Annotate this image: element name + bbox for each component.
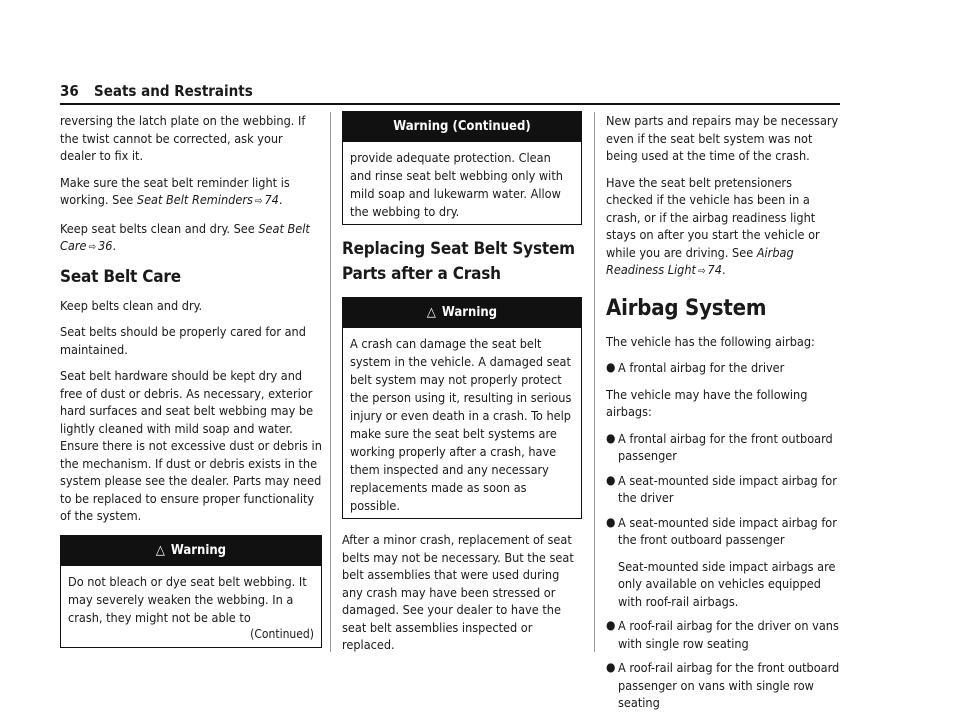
warning-box	[342, 297, 582, 519]
list-note: Seat-mounted side impact airbags are only available on vehicles equipped with roof-rail airbags.	[618, 558, 836, 609]
warning-body: A crash can damage the seat belt system in the vehicle. A damaged seat belt system may not properly protect the person using it, resulting in serious injury or even death in a crash. To help make sure the seat belt systems are working properly after a crash, have them inspected and any necessary replacements made as soon as possible.	[350, 336, 572, 513]
page-reference-icon: ⇨	[697, 266, 706, 277]
page-reference[interactable]: 74	[264, 192, 279, 207]
text: Keep seat belts clean and dry. See	[60, 220, 259, 236]
bullet-icon: ●	[606, 430, 616, 445]
warning-box	[60, 535, 322, 648]
paragraph: Seat belt hardware should be kept dry and free of dust or debris. As necessary, exterior hard surfaces and seat belt webbing may be lightly cleaned with mild soap and water. Ensure there is not excessive dust or debris in the mechanism. If dust or debris exists in the system please see the dealer. Parts may need to be replaced to ensure proper functionality of the system.	[60, 368, 322, 523]
section-heading: Replacing Seat Belt System Parts after a Crash	[342, 239, 575, 284]
airbag-list	[606, 617, 840, 712]
cross-reference-link[interactable]: Airbag Readiness Light	[606, 244, 794, 277]
list-item: ● A roof-rail airbag for the front outboard passenger on vans with single row seating	[606, 660, 840, 710]
list-item: ● A frontal airbag for the front outboard passenger	[606, 430, 833, 463]
section-title: Seats and Restraints	[94, 82, 253, 100]
warning-triangle-icon: △	[155, 542, 165, 558]
page-number: 36	[60, 82, 79, 100]
airbag-list	[606, 359, 840, 377]
paragraph: New parts and repairs may be necessary even if the seat belt system was not being used at the time of the crash.	[606, 113, 839, 163]
column-1	[60, 112, 322, 660]
text: Make sure the seat belt reminder light is working. See	[60, 174, 290, 207]
cross-reference-link[interactable]: Seat Belt Reminders	[136, 192, 253, 207]
paragraph: Seat belts should be properly cared for and maintained.	[60, 324, 306, 357]
page-reference[interactable]: 36	[98, 238, 113, 253]
column-3	[606, 112, 840, 721]
warning-header: Warning (Continued)	[343, 112, 581, 142]
column-2	[342, 112, 582, 663]
warning-body: provide adequate protection. Clean and rinse seat belt webbing only with mild soap and lukewarm water. Allow the webbing to dry.	[350, 150, 563, 219]
bullet-icon: ●	[606, 618, 616, 632]
paragraph: The vehicle has the following airbag:	[606, 333, 815, 349]
paragraph: Make sure the seat belt reminder light is working. See Seat Belt Reminders ⇨ 74.	[60, 174, 322, 211]
list-item: ● A roof-rail airbag for the driver on vans with single row seating	[606, 618, 839, 651]
warning-text: Do not bleach or dye seat belt webbing. It may severely weaken the webbing. In a crash, they might not be able to	[68, 573, 307, 625]
warning-body	[61, 566, 321, 647]
paragraph: reversing the latch plate on the webbing. If the twist cannot be corrected, ask your dealer to fix it.	[60, 113, 306, 163]
page-header	[60, 80, 840, 104]
paragraph: Have the seat belt pretensioners checked if the vehicle has been in a crash, or if the airbag readiness light stays on after you start the vehicle or while you are driving. See Airbag Readiness Light ⇨ 74.	[606, 174, 840, 281]
paragraph: Keep belts clean and dry.	[60, 297, 203, 313]
list-item: ● A frontal airbag for the driver	[606, 360, 785, 375]
warning-header	[343, 298, 581, 328]
warning-header	[61, 536, 321, 566]
page-reference[interactable]: 74	[707, 262, 722, 277]
column-divider-1	[330, 112, 331, 652]
text: Have the seat belt pretensioners checked if the vehicle has been in a crash, or if the airbag readiness light stays on after you start the vehicle or while you are driving. See	[606, 174, 820, 260]
bullet-icon: ●	[606, 660, 616, 674]
bullet-icon: ●	[606, 472, 616, 487]
bullet-icon: ●	[606, 360, 616, 374]
paragraph: After a minor crash, replacement of seat belts may not be necessary. But the seat belt assemblies that were used during any crash may have been stressed or damaged. See your dealer to have the seat belt assemblies inspected or replaced.	[342, 532, 574, 652]
warning-title: Warning	[170, 542, 227, 558]
header-divider	[60, 103, 840, 105]
section-heading: Seat Belt Care	[60, 266, 181, 287]
list-item: ● A seat-mounted side impact airbag for the driver	[606, 472, 837, 505]
page-reference-icon: ⇨	[254, 196, 263, 207]
cross-reference-link[interactable]: Seat Belt Care	[60, 220, 310, 253]
warning-triangle-icon: △	[426, 305, 436, 320]
bullet-icon: ●	[606, 514, 616, 529]
continued-label: (Continued)	[250, 626, 314, 641]
warning-title: Warning	[441, 305, 498, 320]
paragraph: The vehicle may have the following airbags:	[606, 386, 808, 419]
list-item: ● A seat-mounted side impact airbag for the front outboard passenger	[606, 514, 837, 547]
page-reference-icon: ⇨	[88, 242, 97, 253]
column-divider-2	[594, 112, 595, 652]
paragraph: Keep seat belts clean and dry. See Seat Belt Care ⇨ 36.	[60, 220, 322, 257]
airbag-list	[606, 430, 840, 549]
section-heading: Airbag System	[606, 295, 767, 321]
warning-box-continued	[342, 111, 582, 225]
